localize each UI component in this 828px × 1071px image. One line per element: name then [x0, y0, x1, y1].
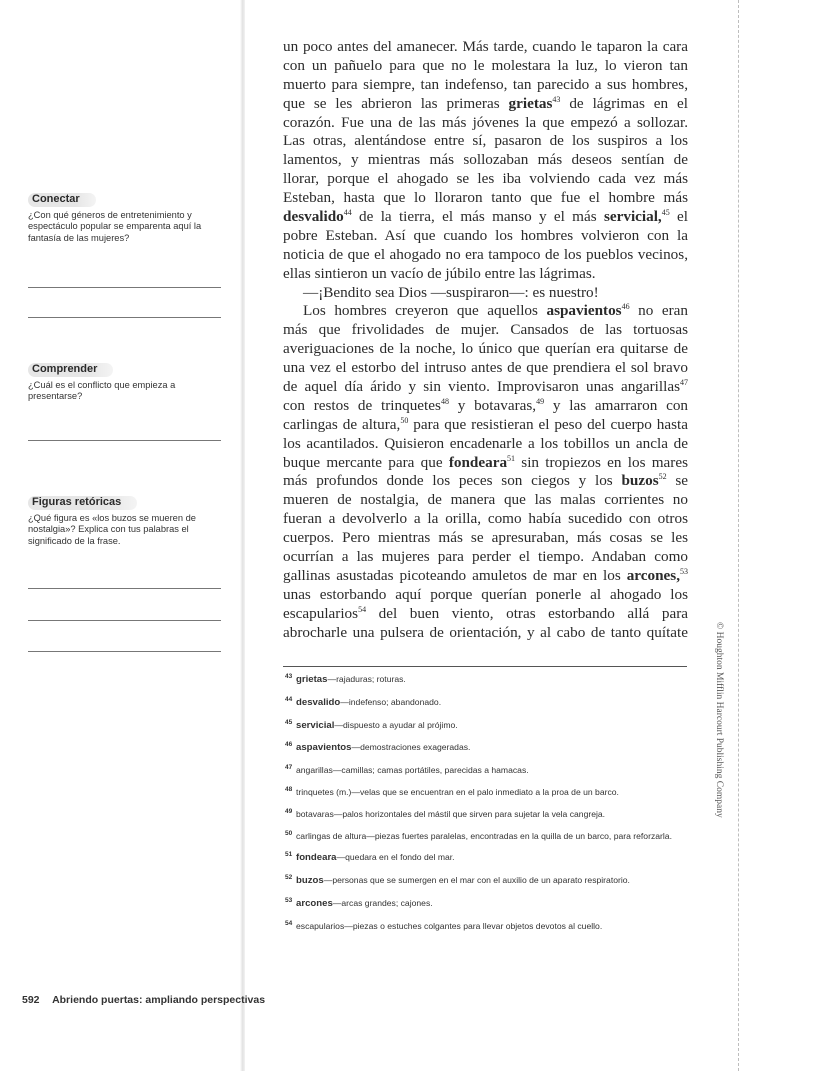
text-run: carlingas de altura,: [283, 415, 401, 433]
page-footer: [22, 994, 265, 1006]
story-text: [283, 38, 688, 643]
text-run: muerto para siempre, tan indefenso, tan parecido a sus hombres,: [283, 75, 688, 93]
sidebar-conectar: [28, 193, 228, 244]
answer-line[interactable]: [28, 620, 221, 621]
page-gutter: [240, 0, 245, 1071]
comprender-label: Comprender: [28, 363, 113, 377]
vocab-word: servicial,: [603, 208, 662, 226]
footnote-term: fondeara: [296, 852, 337, 864]
footnote: [285, 921, 695, 932]
footnote-ref: 43: [552, 94, 561, 104]
text-line: [283, 529, 688, 548]
footnote-number: 43: [285, 673, 293, 680]
footnote-term: arcones: [296, 897, 333, 909]
footnote-ref: 54: [358, 604, 367, 614]
sidebar-comprender: [28, 363, 223, 403]
text-run: no eran: [629, 302, 688, 320]
text-run: el: [669, 208, 688, 226]
footnote-term: servicial: [296, 719, 335, 731]
text-run: con un pañuelo para que no le molestara la luz, lo vieron tan: [283, 56, 688, 74]
footnote-definition: —demostraciones exageradas.: [351, 742, 471, 753]
text-run: de la tierra, el más manso y el más: [351, 208, 604, 226]
footnote-definition: —rajaduras; roturas.: [327, 674, 406, 684]
book-title: Abriendo puertas: ampliando perspectivas: [52, 994, 266, 1006]
text-run: de lágrimas en el: [560, 94, 688, 112]
footnote: [285, 809, 695, 820]
vocab-word: fondeara: [448, 453, 508, 471]
text-line: [283, 605, 688, 624]
figuras-question: ¿Qué figura es «los buzos se mueren de nostalgia»? Explica con tus palabras el significado de la frase.: [28, 512, 196, 546]
text-line: [283, 132, 688, 151]
text-run: un poco antes del amanecer. Más tarde, cuando le taparon la cara: [283, 38, 688, 55]
footnote-ref: 45: [661, 208, 670, 218]
footnote-ref: 50: [400, 415, 409, 425]
text-run: abrocharle una pulsera de orientación, y al cabo de tanto quítate: [283, 623, 688, 641]
text-run: una vez el estorbo del intruso antes de que prendiera el sol bravo: [283, 359, 688, 377]
footnote-ref: 53: [680, 566, 688, 576]
text-line: [283, 586, 688, 605]
footnote-term: buzos: [296, 875, 324, 887]
footnote: [285, 787, 695, 798]
text-run: gallinas asustadas picoteando amuletos de mar en los: [283, 566, 627, 584]
comprender-question: ¿Cuál es el conflicto que empieza a presentarse?: [28, 379, 176, 402]
conectar-label: Conectar: [28, 193, 96, 207]
footnote-definition: —velas que se encuentran en el palo inmediato a la proa de un barco.: [351, 786, 619, 797]
footnote-ref: 44: [343, 208, 352, 218]
answer-line[interactable]: [28, 440, 221, 441]
footnote: [285, 697, 695, 709]
footnote-definition: —arcas grandes; cajones.: [332, 897, 433, 908]
footnote: [285, 831, 695, 842]
footnote-number: 45: [285, 718, 293, 726]
text-run: escapularios: [283, 604, 359, 622]
footnote-term: angarillas: [296, 765, 333, 776]
copyright-notice: © Houghton Mifflin Harcourt Publishing Company: [714, 622, 724, 818]
footnote-number: 52: [285, 874, 293, 882]
text-run: noticia de que el ahogado no era tampoco de los pueblos vecinos,: [283, 245, 688, 263]
footnote-number: 49: [285, 807, 293, 815]
text-run: se: [666, 472, 688, 490]
footnotes: [285, 674, 695, 943]
text-run: con restos de trinquetes: [283, 396, 441, 414]
footnote: [285, 898, 695, 910]
footnote-number: 46: [285, 741, 293, 749]
footnote-divider: [283, 666, 687, 667]
footnote: [285, 852, 695, 864]
footnote-term: aspavientos: [296, 742, 352, 754]
vocab-word: aspavientos: [546, 302, 622, 320]
text-run: fueran a devolverlo a la orilla, como había sucedido con otros: [283, 510, 688, 528]
footnote-number: 53: [285, 896, 293, 904]
footnote-term: carlingas de altura: [296, 830, 367, 841]
answer-line[interactable]: [28, 588, 221, 589]
text-line: [283, 359, 688, 378]
text-line: [283, 95, 688, 114]
text-run: ocurrían a las mujeres para perder el tiempo. Andaban como: [283, 548, 688, 566]
footnote-number: 50: [285, 829, 293, 837]
text-line: [283, 340, 688, 359]
text-run: Las otras, alentándose entre sí, pasaron de los suspiros a los: [283, 132, 688, 150]
text-line: [283, 208, 688, 227]
footnote-number: 54: [285, 919, 293, 927]
text-line: [283, 246, 688, 265]
text-run: mueren de nostalgia, de manera que las malas corrientes no: [283, 491, 688, 509]
answer-line[interactable]: [28, 287, 221, 288]
text-run: para que resistieran el peso del cuerpo hasta: [408, 415, 688, 433]
text-run: —¡Bendito sea Dios —suspiraron—: es nuestro!: [303, 283, 599, 301]
footnote-term: trinquetes (m.): [296, 786, 352, 797]
text-run: buque mercante para que: [283, 453, 449, 471]
vocab-word: buzos: [621, 472, 659, 490]
text-line: [283, 57, 688, 76]
text-run: ellas sintieron un vacío de júbilo entre las lágrimas.: [283, 264, 596, 282]
footnote-term: grietas: [296, 674, 328, 685]
footnote-definition: —personas que se sumergen en el mar con el auxilio de un aparato respiratorio.: [323, 875, 630, 886]
footnote-term: botavaras: [296, 808, 334, 819]
figuras-label: Figuras retóricas: [28, 496, 137, 510]
vocab-word: desvalido: [283, 208, 344, 226]
text-run: del buen viento, otras estorbando allá para: [366, 604, 688, 622]
text-line: [283, 321, 688, 340]
conectar-question: ¿Con qué géneros de entretenimiento y espectáculo popular se emparenta aquí la fantasía de las mujeres?: [28, 209, 202, 243]
text-run: y botavaras,: [448, 396, 537, 414]
text-line: [283, 567, 688, 586]
footnote-definition: —indefenso; abandonado.: [340, 696, 442, 707]
vocab-word: arcones,: [626, 566, 680, 584]
footnote: [285, 765, 695, 776]
text-run: lamentos, y mientras más sollozaban más deseos sentían de: [283, 151, 688, 169]
text-line: [283, 227, 688, 246]
text-run: Los hombres creyeron que aquellos: [303, 302, 547, 320]
text-line: [283, 114, 688, 133]
footnote: [285, 875, 695, 887]
text-line: [283, 302, 688, 321]
text-line: [283, 76, 688, 95]
text-run: Esteban, hasta que lo lloraron tanto que fue el hombre más: [283, 189, 688, 207]
footnote-term: escapularios: [296, 920, 345, 931]
vocab-word: grietas: [508, 94, 553, 112]
page-number: 592: [22, 994, 40, 1006]
text-run: averiguaciones de la noche, lo único que querían era quitarse de: [283, 340, 688, 358]
text-run: llorar, porque el ahogado se les iba volviendo cada vez más: [283, 170, 688, 188]
answer-line[interactable]: [28, 317, 221, 318]
text-line: [283, 454, 688, 473]
footnote-definition: —palos horizontales del mástil que sirven para sujetar la vela cangreja.: [333, 808, 606, 819]
footnote-definition: —quedara en el fondo del mar.: [336, 852, 455, 863]
text-line: [283, 510, 688, 529]
footnote-ref: 46: [621, 302, 630, 312]
footnote-ref: 49: [536, 396, 545, 406]
footnote-number: 48: [285, 785, 293, 793]
text-run: que se les abrieron las primeras: [283, 94, 509, 112]
footnote: [285, 720, 695, 732]
text-line: [283, 416, 688, 435]
footnote-term: desvalido: [296, 696, 341, 708]
text-line: [283, 170, 688, 189]
text-run: cuerpos. Pero mientras más se apresuraban, más cosas se les: [283, 529, 688, 547]
text-line: [283, 472, 688, 491]
text-run: más que frivolidades de mujer. Cansados de las tortuosas: [283, 321, 688, 339]
footnote: [285, 674, 695, 686]
footnote-number: 47: [285, 764, 293, 772]
text-run: más profundos donde los peces son ciegos y los: [283, 472, 622, 490]
sidebar-figuras: [28, 496, 223, 547]
text-run: de aquel día árido y sin viento. Improvisaron unas angarillas: [283, 378, 680, 396]
text-line: [283, 491, 688, 510]
footnote-definition: —dispuesto a ayudar al prójimo.: [334, 719, 458, 730]
footnote-number: 44: [285, 695, 293, 703]
text-line: [283, 284, 688, 303]
text-run: sin tropiezos en los mares: [515, 453, 689, 471]
footnote-ref: 51: [507, 453, 516, 463]
text-run: los acantilados. Quisieron encadenarle a los tobillos un ancla de: [283, 434, 688, 452]
footnote-ref: 47: [680, 378, 688, 388]
footnote-definition: —piezas fuertes paralelas, encontradas en la quilla de un barco, para reforzarla.: [366, 830, 672, 841]
text-line: [283, 151, 688, 170]
footnote-ref: 48: [440, 396, 449, 406]
text-run: pobre Esteban. Así que cuando los hombres volvieron con la: [283, 226, 688, 244]
footnote-definition: —camillas; camas portátiles, parecidas a hamacas.: [332, 765, 529, 776]
text-run: unas estorbando aquí porque querían ponerle al ahogado los: [283, 585, 688, 603]
page-edge: [738, 0, 740, 1071]
text-line: [283, 397, 688, 416]
text-line: [283, 378, 688, 397]
footnote: [285, 742, 695, 754]
text-line: [283, 435, 688, 454]
footnote-ref: 52: [658, 472, 667, 482]
footnote-number: 51: [285, 851, 293, 859]
text-line: [283, 38, 688, 57]
text-line: [283, 624, 688, 643]
text-line: [283, 189, 688, 208]
text-line: [283, 265, 688, 284]
answer-line[interactable]: [28, 651, 221, 652]
text-run: y las amarraron con: [544, 396, 689, 414]
footnote-definition: —piezas o estuches colgantes para llevar objetos devotos al cuello.: [344, 920, 603, 931]
text-line: [283, 548, 688, 567]
text-run: corazón. Fue una de las más jóvenes la que empezó a sollozar.: [283, 113, 688, 131]
